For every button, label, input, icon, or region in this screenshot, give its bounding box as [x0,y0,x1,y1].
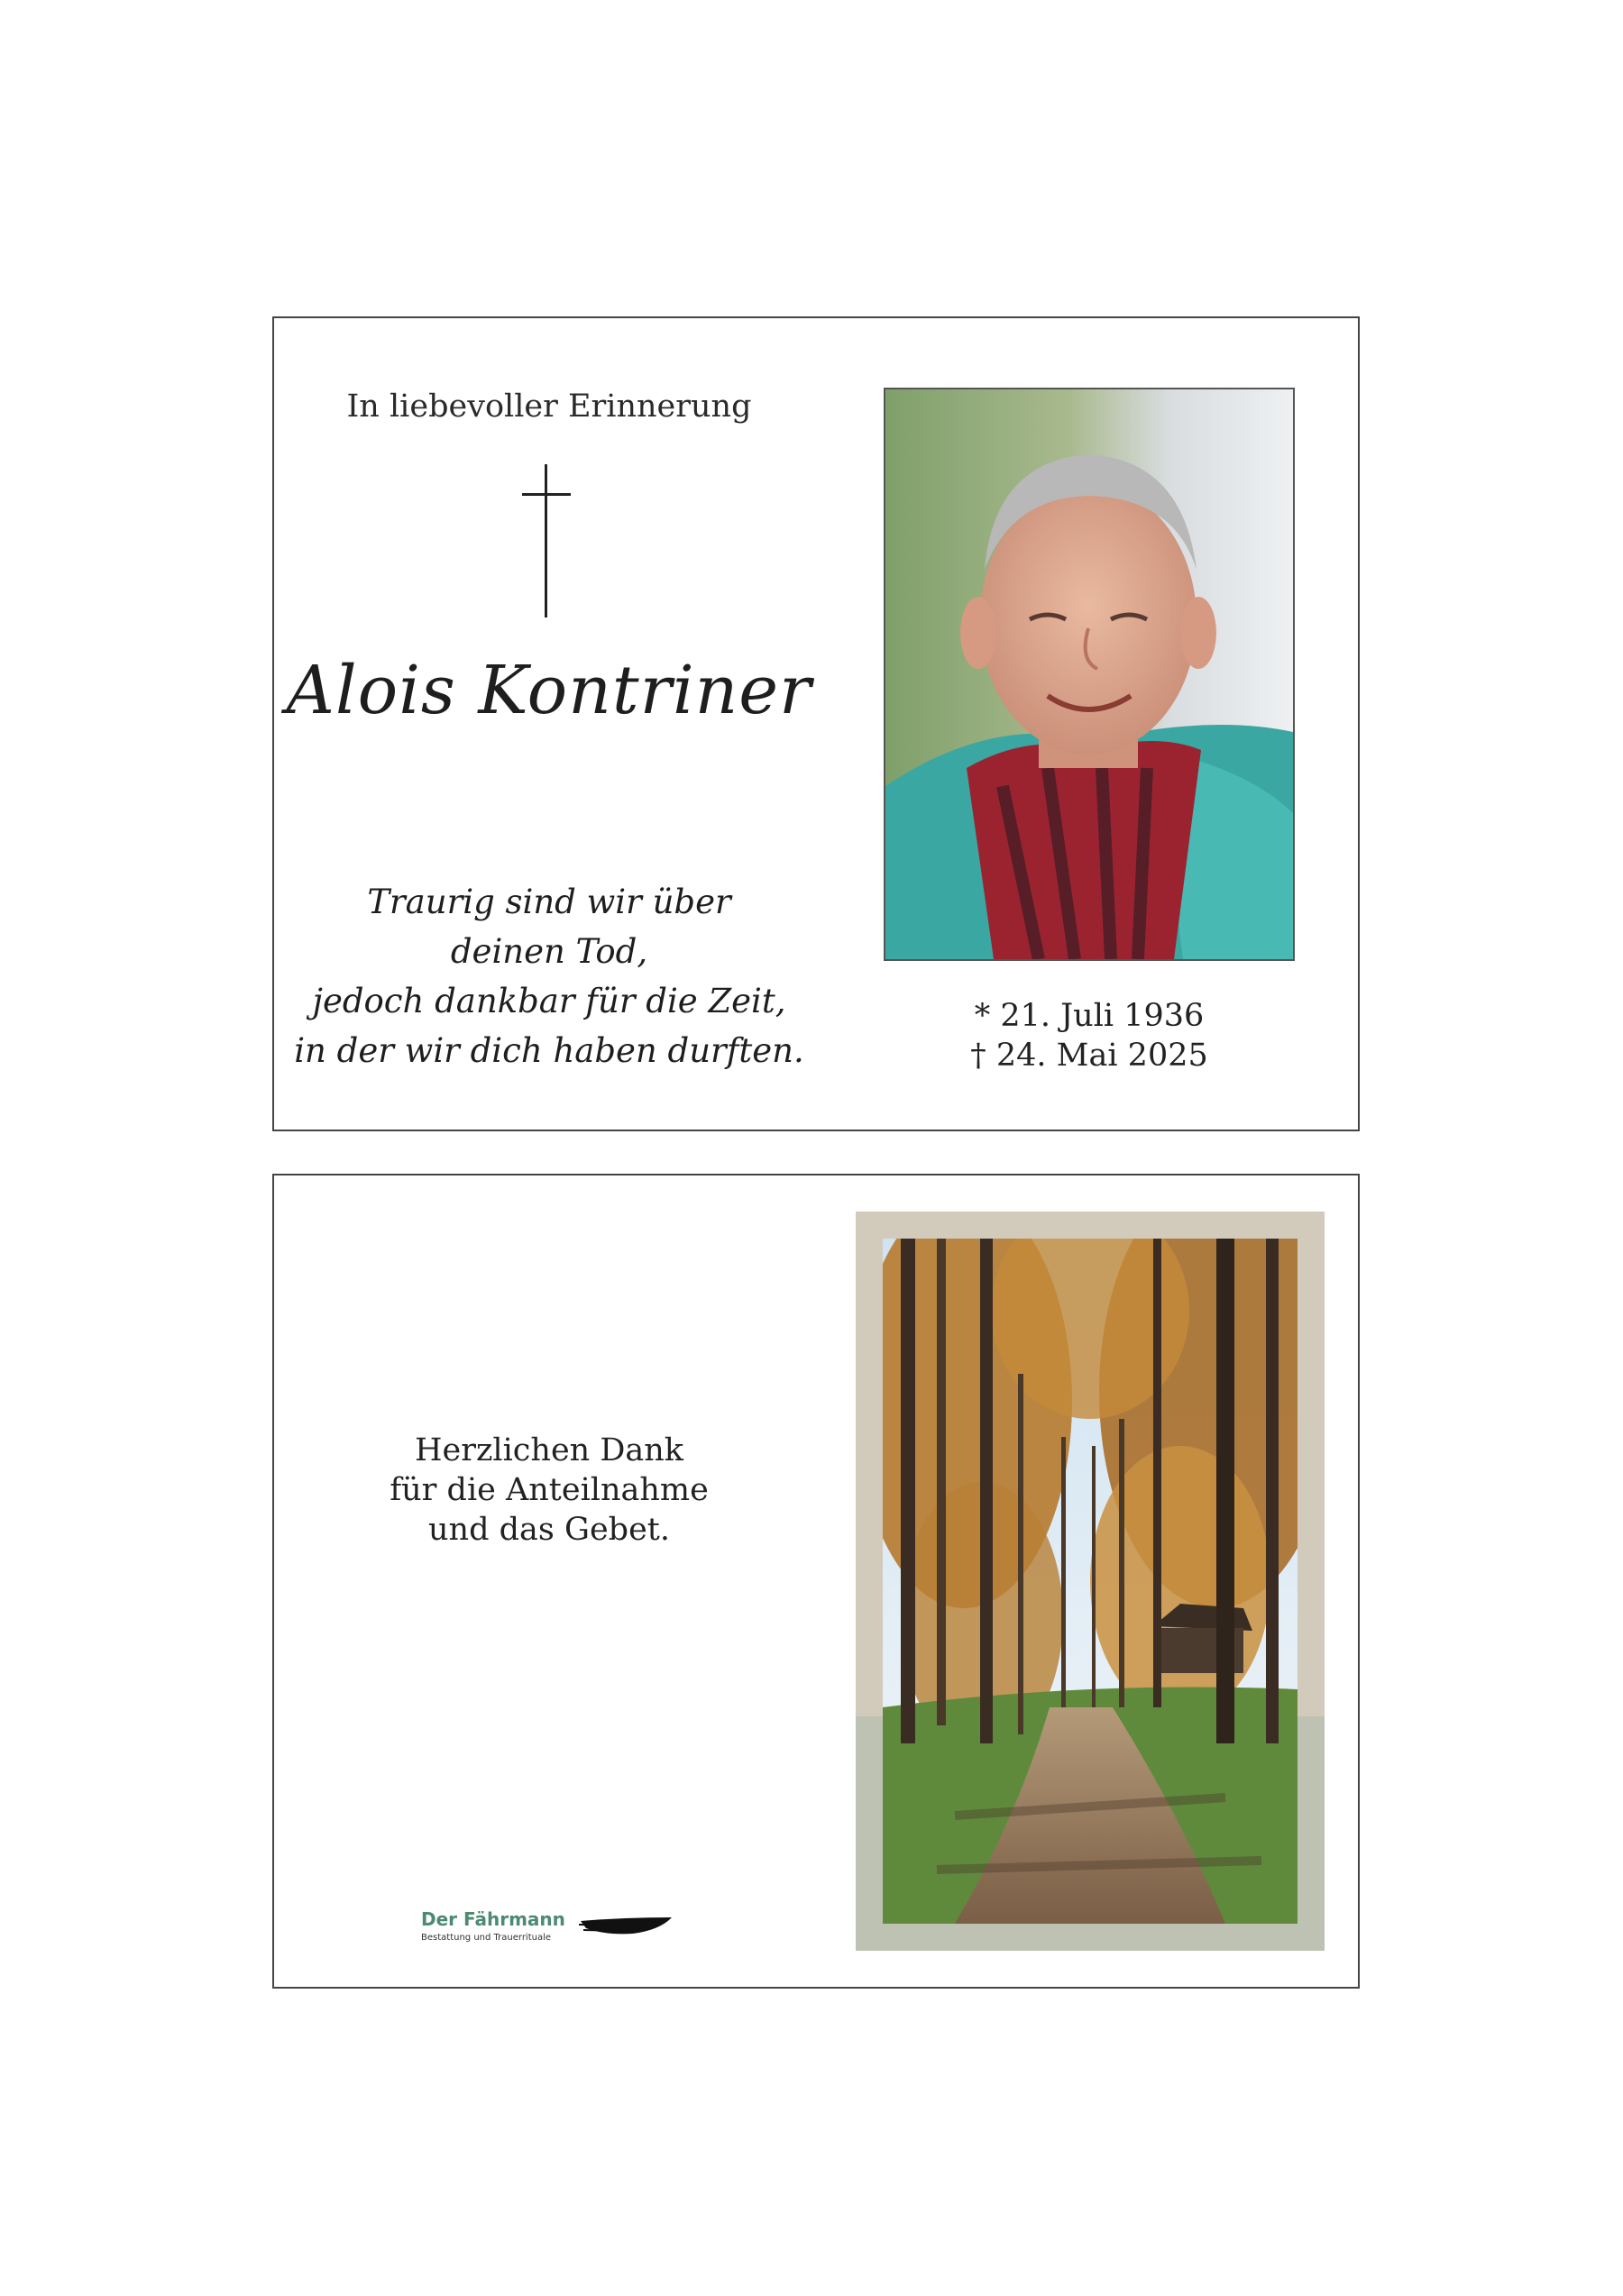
thanks-text [274,1431,824,1550]
memorial-verse [274,877,824,1075]
logo-name: Der Fährmann [421,1908,565,1930]
birth-date: * 21. Juli 1936 [974,998,1205,1034]
front-card [272,316,1360,1131]
forest-path-photo [883,1239,1297,1924]
boat-icon [579,1912,674,1939]
portrait-illustration [885,389,1293,959]
intro-text: In liebevoller Erinnerung [346,389,752,425]
verse-line: deinen Tod, [450,932,648,971]
cross-icon [522,464,571,617]
forest-illustration [883,1239,1297,1924]
back-card [272,1174,1360,1989]
verse-line: jedoch dankbar für die Zeit, [312,982,786,1020]
death-date: † 24. Mai 2025 [970,1038,1208,1074]
thanks-line: und das Gebet. [428,1512,670,1548]
deceased-name: Alois Kontriner [286,652,812,729]
verse-line: in der wir dich haben durften. [294,1031,804,1070]
thanks-line: Herzlichen Dank [415,1432,683,1468]
verse-line: Traurig sind wir über [367,883,731,921]
thanks-line: für die Anteilnahme [390,1472,709,1508]
landscape-photo-frame [856,1212,1325,1951]
portrait-photo [884,388,1295,961]
logo-subtitle: Bestattung und Trauerrituale [421,1933,552,1943]
life-dates [884,996,1295,1075]
funeral-home-logo [421,1908,692,1953]
